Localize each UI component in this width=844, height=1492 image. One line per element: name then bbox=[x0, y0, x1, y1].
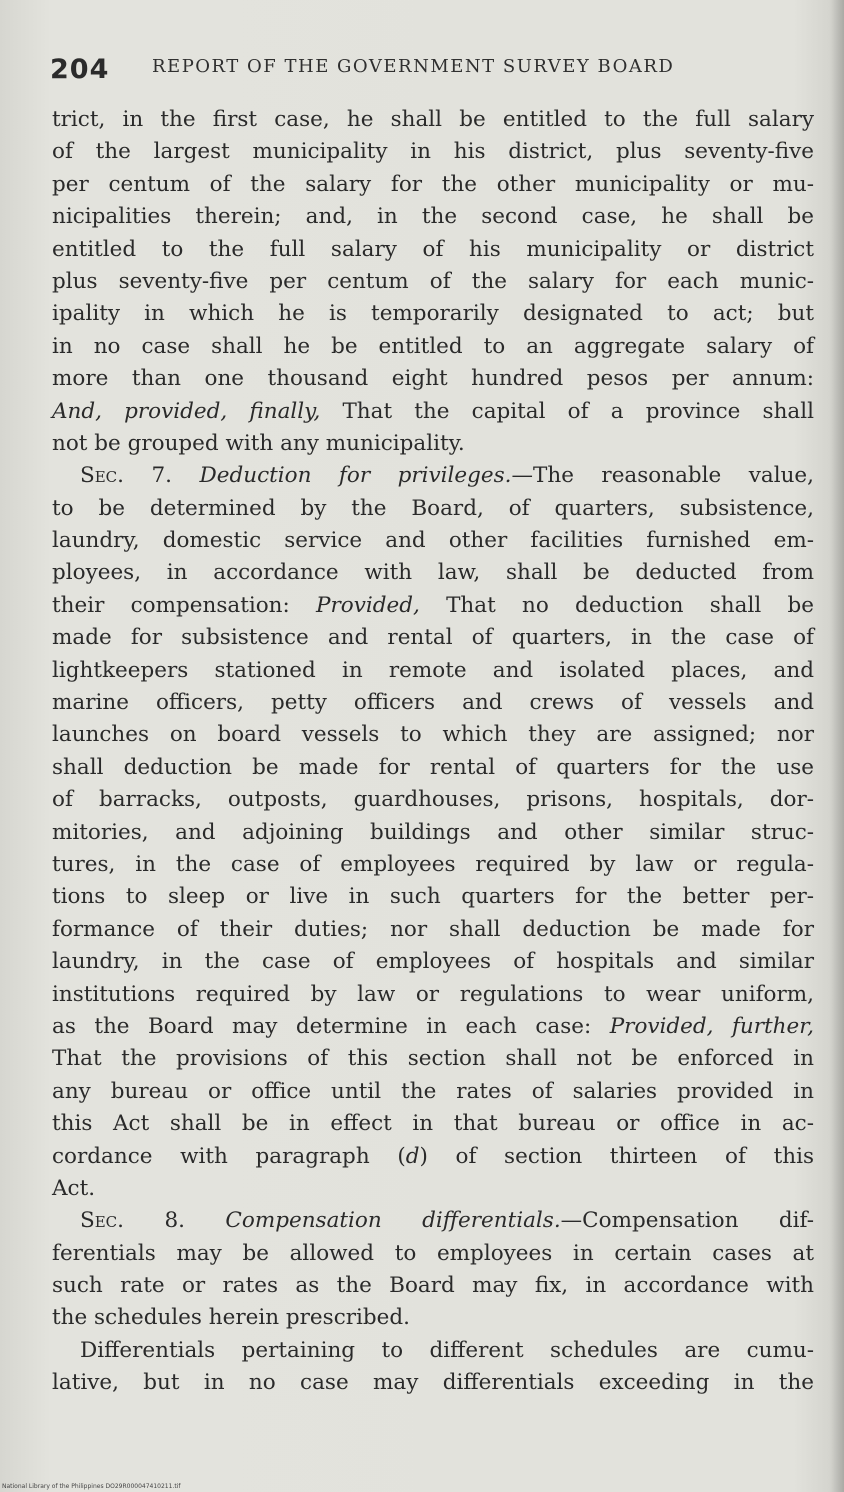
text-run: institutions required by law or regulations to wear uniform, bbox=[52, 981, 814, 1007]
text-line bbox=[52, 266, 814, 298]
text-run: more than one thousand eight hundred pesos per annum: bbox=[52, 366, 814, 392]
text-line bbox=[52, 1302, 814, 1334]
italic-text: Provided, further, bbox=[609, 1013, 815, 1039]
text-line bbox=[52, 1076, 814, 1108]
text-line bbox=[52, 428, 814, 460]
text-run: launches on board vessels to which they are assigned; nor bbox=[52, 722, 814, 748]
text-run: ipality in which he is temporarily designated to act; but bbox=[52, 301, 814, 327]
text-run: cordance with paragraph ( bbox=[52, 1143, 406, 1169]
text-line bbox=[52, 1011, 814, 1043]
italic-text: And, provided, finally, bbox=[52, 398, 321, 424]
text-run bbox=[172, 463, 200, 488]
text-run: the schedules herein prescribed. bbox=[52, 1305, 410, 1331]
text-line bbox=[52, 331, 814, 363]
text-line bbox=[52, 396, 814, 428]
text-line bbox=[52, 1141, 814, 1173]
text-line bbox=[52, 493, 814, 525]
text-run: of the largest municipality in his district, plus seventy-five bbox=[52, 139, 814, 165]
text-line bbox=[52, 298, 814, 330]
italic-text: Provided, bbox=[316, 592, 420, 618]
text-line bbox=[52, 1205, 814, 1237]
page-edge-shadow bbox=[830, 0, 844, 1492]
text-line bbox=[52, 1173, 814, 1205]
italic-text: Compensation differentials. bbox=[225, 1208, 561, 1234]
text-line bbox=[52, 169, 814, 201]
text-line bbox=[52, 622, 814, 654]
section-number: Sec. 8. bbox=[80, 1208, 185, 1234]
text-line bbox=[52, 1043, 814, 1075]
text-run: That the provisions of this section shall not be enforced in bbox=[52, 1046, 814, 1072]
text-run: such rate or rates as the Board may fix, in accordance with bbox=[52, 1273, 814, 1299]
text-line bbox=[52, 557, 814, 589]
text-run: ) of section thirteen of this bbox=[419, 1143, 814, 1169]
scan-credit: National Library of the Philippines DO29R000047410211.tif bbox=[2, 1483, 181, 1490]
text-line bbox=[52, 849, 814, 881]
text-run: of barracks, outposts, guardhouses, prisons, hospitals, dor- bbox=[52, 787, 814, 813]
text-run: to be determined by the Board, of quarters, subsistence, bbox=[52, 495, 814, 521]
text-run: —The reasonable value, bbox=[511, 463, 814, 489]
text-line bbox=[52, 234, 814, 266]
text-line bbox=[52, 201, 814, 233]
text-run: That the capital of a province shall bbox=[320, 398, 814, 424]
text-line bbox=[52, 104, 814, 136]
text-run: as the Board may determine in each case: bbox=[52, 1013, 610, 1039]
text-run: their compensation: bbox=[52, 592, 317, 618]
text-run: nicipalities therein; and, in the second case, he shall be bbox=[52, 204, 814, 230]
page-number: 204 bbox=[50, 54, 110, 85]
text-run: made for subsistence and rental of quarters, in the case of bbox=[52, 625, 814, 651]
text-run: laundry, in the case of employees of hospitals and similar bbox=[52, 949, 814, 975]
text-line bbox=[52, 655, 814, 687]
section-number: Sec. 7. bbox=[80, 463, 173, 489]
body-text bbox=[52, 104, 814, 1400]
text-run: tures, in the case of employees required by law or regula- bbox=[52, 851, 814, 877]
text-line bbox=[52, 590, 814, 622]
text-run: Differentials pertaining to different schedules are cumu- bbox=[80, 1337, 814, 1363]
text-run: mitories, and adjoining buildings and other similar struc- bbox=[52, 819, 814, 845]
text-run: any bureau or office until the rates of salaries provided in bbox=[52, 1078, 814, 1104]
text-run: That no deduction shall be bbox=[419, 592, 814, 618]
text-line bbox=[52, 881, 814, 913]
text-line bbox=[52, 914, 814, 946]
text-run: plus seventy-five per centum of the salary for each munic- bbox=[52, 268, 814, 294]
text-line bbox=[52, 1367, 814, 1399]
text-run: shall deduction be made for rental of quarters for the use bbox=[52, 754, 814, 780]
text-run: in no case shall he be entitled to an aggregate salary of bbox=[52, 333, 814, 359]
text-run: this Act shall be in effect in that bureau or office in ac- bbox=[52, 1111, 814, 1137]
text-line bbox=[52, 1108, 814, 1140]
text-run: lative, but in no case may differentials exceeding in the bbox=[52, 1370, 814, 1396]
text-run bbox=[185, 1208, 225, 1233]
text-line bbox=[52, 784, 814, 816]
text-line bbox=[52, 719, 814, 751]
text-run: ferentials may be allowed to employees in certain cases at bbox=[52, 1240, 814, 1266]
text-run: Act. bbox=[52, 1175, 96, 1201]
text-line bbox=[52, 1335, 814, 1367]
text-line bbox=[52, 1270, 814, 1302]
text-line bbox=[52, 1238, 814, 1270]
text-run: not be grouped with any municipality. bbox=[52, 430, 465, 456]
text-run: formance of their duties; nor shall deduction be made for bbox=[52, 916, 814, 942]
text-line bbox=[52, 525, 814, 557]
text-line bbox=[52, 817, 814, 849]
text-run: ployees, in accordance with law, shall be deducted from bbox=[52, 560, 814, 586]
text-run: per centum of the salary for the other municipality or mu- bbox=[52, 171, 814, 197]
text-line bbox=[52, 946, 814, 978]
text-line bbox=[52, 136, 814, 168]
text-line bbox=[52, 979, 814, 1011]
text-run: trict, in the first case, he shall be entitled to the full salary bbox=[52, 107, 814, 132]
running-head: REPORT OF THE GOVERNMENT SURVEY BOARD bbox=[152, 56, 675, 77]
text-run: tions to sleep or live in such quarters for the better per- bbox=[52, 884, 814, 910]
text-line bbox=[52, 687, 814, 719]
text-line bbox=[52, 752, 814, 784]
text-line bbox=[52, 460, 814, 492]
text-run: lightkeepers stationed in remote and isolated places, and bbox=[52, 657, 814, 683]
italic-text: Deduction for privileges. bbox=[199, 463, 512, 489]
text-line bbox=[52, 363, 814, 395]
text-run: —Compensation dif- bbox=[560, 1208, 814, 1234]
text-run: entitled to the full salary of his municipality or district bbox=[52, 236, 814, 262]
page-header bbox=[50, 48, 810, 92]
italic-text: d bbox=[405, 1143, 420, 1169]
text-run: marine officers, petty officers and crews of vessels and bbox=[52, 690, 814, 716]
text-run: laundry, domestic service and other facilities furnished em- bbox=[52, 528, 814, 554]
